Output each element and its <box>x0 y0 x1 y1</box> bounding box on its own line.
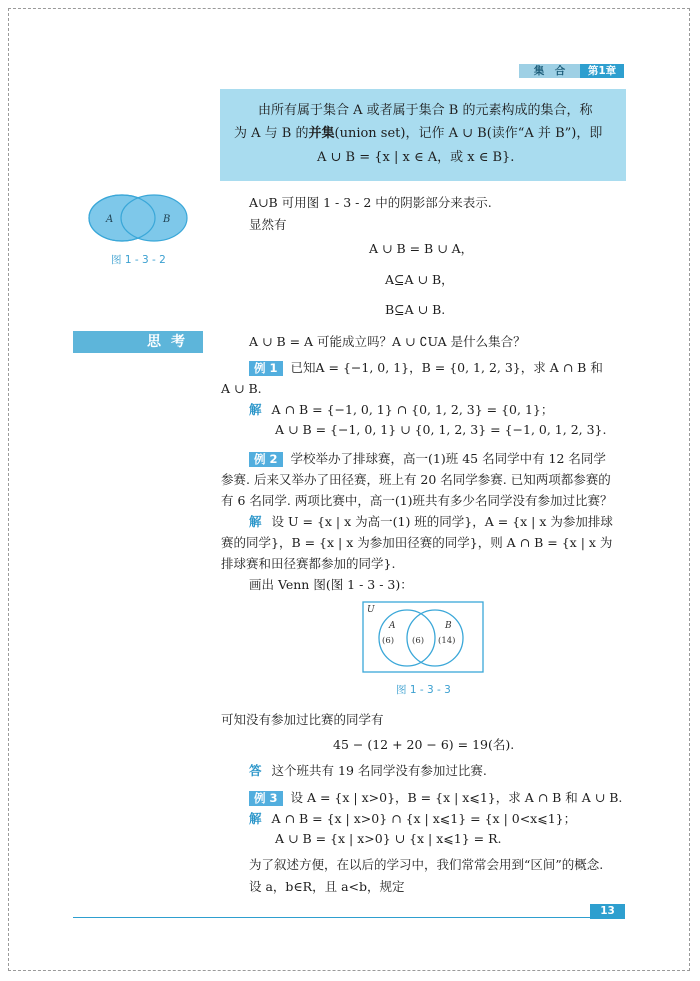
example-2-text-1: 学校举办了排球赛，高一(1)班 45 名同学中有 12 名同学 <box>290 451 606 466</box>
example-3-line-1 <box>249 790 622 806</box>
think-question: A ∪ B = A 可能成立吗？A ∪ ∁UA 是什么集合？ <box>249 334 526 349</box>
chapter-tag: 集 合 <box>519 64 580 78</box>
figure-caption-1-3-2: 图 1 - 3 - 2 <box>111 254 166 266</box>
venn-label-a: A <box>389 621 396 631</box>
union-set-term: 并集 <box>308 126 335 141</box>
formula-commutative: A ∪ B = B ∪ A， <box>369 241 474 256</box>
example-3-text-1: 设 A = {x | x>0}，B = {x | x⩽1}，求 A ∩ B 和 A ∪ B. <box>290 790 623 805</box>
intro-line-2: 显然有 <box>249 217 287 232</box>
solution-keyword: 解 <box>249 402 262 417</box>
example-1-line-1 <box>249 360 603 376</box>
union-definition-formula: A ∪ B = {x | x ∈ A，或 x ∈ B}. <box>317 150 515 165</box>
definition-line-1: 由所有属于集合 A 或者属于集合 B 的元素构成的集合，称 <box>258 103 593 118</box>
footer-rule <box>73 917 625 918</box>
example-2-solution-2: 赛的同学}，B = {x | x 为参加田径赛的同学}，则 A ∩ B = {x | x 为 <box>221 535 613 550</box>
example-3-solution-2: A ∪ B = {x | x>0} ∪ {x | x⩽1} = R. <box>275 831 502 846</box>
venn-label-b: B <box>445 621 452 631</box>
example-3-badge: 例 3 <box>249 791 283 806</box>
venn-value-a-only: (6) <box>382 636 395 646</box>
example-3-intersection: A ∩ B = {x | x>0} ∩ {x | x⩽1} = {x | 0<x⩽1}； <box>271 811 577 826</box>
example-3-solution-1 <box>249 811 576 827</box>
example-2-solution-1 <box>249 514 613 530</box>
example-1-badge: 例 1 <box>249 361 283 376</box>
answer-keyword: 答 <box>249 763 262 778</box>
closing-line-2: 设 a，b∈R，且 a<b，规定 <box>249 879 405 894</box>
example-2-line-3: 有 6 名同学. 两项比赛中，高一(1)班共有多少名同学没有参加过比赛？ <box>221 493 613 508</box>
example-1-solution-2: A ∪ B = {−1, 0, 1} ∪ {0, 1, 2, 3} = {−1, 0, 1, 2, 3}. <box>275 422 607 437</box>
closing-line-1: 为了叙述方便，在以后的学习中，我们常常会用到“区间”的概念. <box>249 857 604 872</box>
venn-value-intersection: (6) <box>412 636 425 646</box>
definition-line-2-post: (union set)，记作 A ∪ B(读作“A 并 B”)，即 <box>334 126 603 141</box>
example-2-conclusion: 可知没有参加过比赛的同学有 <box>221 712 384 727</box>
definition-line-2 <box>234 125 640 143</box>
example-2-solution-4: 画出 Venn 图(图 1 - 3 - 3)： <box>249 577 413 592</box>
example-1-text-1: 已知A = {−1, 0, 1}，B = {0, 1, 2, 3}，求 A ∩ B 和 <box>290 360 603 375</box>
example-2-badge: 例 2 <box>249 452 283 467</box>
chapter-number-tag: 第1章 <box>580 64 624 78</box>
example-2-sol-text-1: 设 U = {x | x 为高一(1) 班的同学}，A = {x | x 为参加排球 <box>271 514 613 529</box>
definition-line-2-pre: 为 A 与 B 的 <box>234 126 309 141</box>
definition-box <box>220 89 626 181</box>
example-1-line-2: A ∪ B. <box>221 381 262 396</box>
page-number: 13 <box>590 904 625 919</box>
figure-caption-1-3-3: 图 1 - 3 - 3 <box>396 684 451 696</box>
example-1-solution-1 <box>249 402 553 418</box>
example-2-answer-text: 这个班共有 19 名同学没有参加过比赛. <box>271 763 487 778</box>
example-1-intersection: A ∩ B = {−1, 0, 1} ∩ {0, 1, 2, 3} = {0, 1}； <box>271 402 554 417</box>
solution-keyword: 解 <box>249 514 262 529</box>
think-banner: 思考 <box>73 331 203 353</box>
venn-diagram-1-3-2 <box>88 192 192 246</box>
example-2-line-2: 参赛. 后来又举办了田径赛，班上有 20 名同学参赛. 已知两项都参赛的 <box>221 472 611 487</box>
venn-label-u: U <box>367 605 375 615</box>
venn-label-a: A <box>106 214 114 225</box>
example-2-answer <box>249 763 487 779</box>
formula-b-subset: B⊆A ∪ B. <box>385 302 446 317</box>
venn-label-b: B <box>163 214 171 225</box>
example-2-solution-3: 排球赛和田径赛都参加的同学}. <box>221 556 396 571</box>
venn-value-b-only: (14) <box>438 636 456 646</box>
venn-set-b <box>121 195 187 241</box>
intro-line-1: A∪B 可用图 1 - 3 - 2 中的阴影部分来表示. <box>249 195 492 210</box>
formula-a-subset: A⊆A ∪ B， <box>385 272 454 287</box>
venn-diagram-1-3-3 <box>362 601 484 673</box>
solution-keyword: 解 <box>249 811 262 826</box>
example-2-line-1 <box>249 451 606 467</box>
example-2-calculation: 45 − (12 + 20 − 6) = 19(名). <box>333 737 515 752</box>
